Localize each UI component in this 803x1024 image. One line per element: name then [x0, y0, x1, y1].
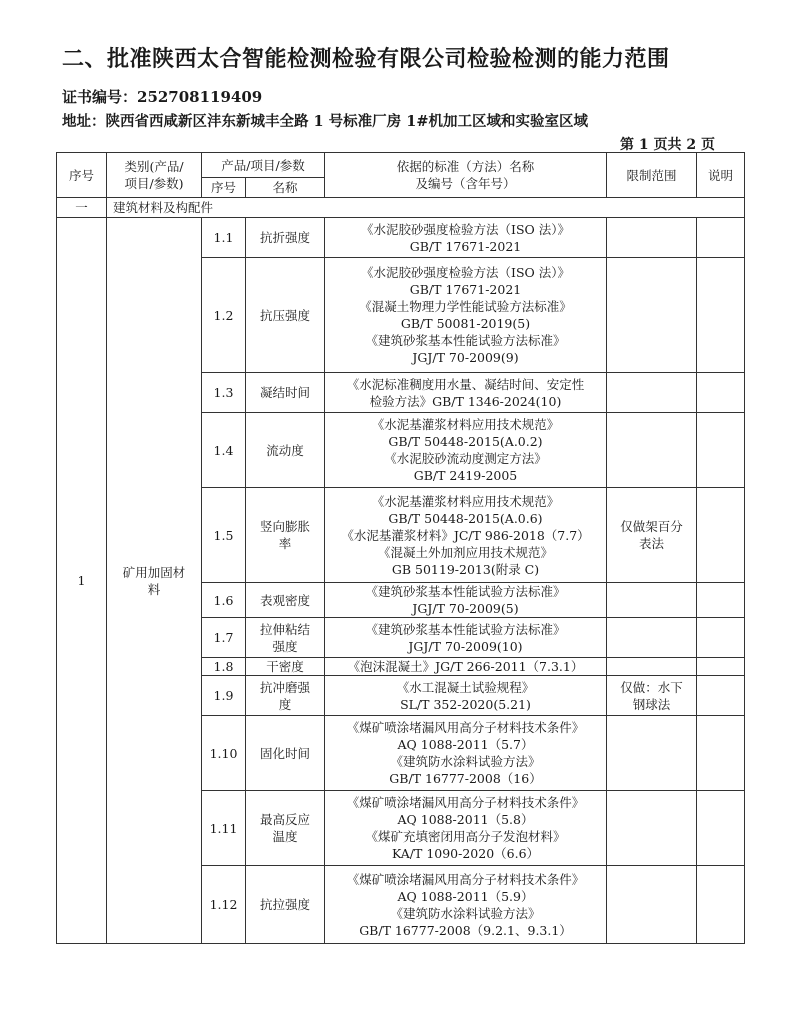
- item-limit: [607, 658, 697, 676]
- standard-line: KA/T 1090-2020（6.6）: [391, 846, 540, 861]
- section-number: 一: [57, 198, 107, 218]
- item-number: 1.11: [202, 791, 246, 866]
- item-name: 表观密度: [246, 583, 325, 618]
- item-number: 1.3: [202, 373, 246, 413]
- standard-line: 《泡沫混凝土》JG/T 266-2011（7.3.1）: [347, 659, 584, 674]
- standard-line: AQ 1088-2011（5.9）: [397, 888, 534, 904]
- item-limit: [607, 716, 697, 791]
- item-standard: [325, 791, 607, 866]
- item-note: [697, 218, 745, 258]
- standard-line: 《水工混凝土试验规程》: [396, 679, 535, 695]
- header-category: 类别(产品/ 项目/参数): [107, 153, 202, 198]
- item-note: [697, 658, 745, 676]
- standard-line: 《建筑砂浆基本性能试验方法标准》: [365, 584, 566, 599]
- item-name: 凝结时间: [246, 373, 325, 413]
- item-standard: [325, 866, 607, 944]
- item-number: 1.5: [202, 488, 246, 583]
- standard-line: 《建筑砂浆基本性能试验方法标准》: [365, 621, 566, 637]
- header-limit: 限制范围: [607, 153, 697, 198]
- standard-line: GB 50119-2013(附录 C): [391, 561, 540, 577]
- item-note: [697, 488, 745, 583]
- item-name: 抗冲磨强度: [246, 676, 325, 716]
- item-limit: [607, 791, 697, 866]
- item-number: 1.8: [202, 658, 246, 676]
- standard-line: GB/T 50448-2015(A.0.2): [388, 434, 543, 449]
- header-seq: 序号: [57, 153, 107, 198]
- item-standard: [325, 373, 607, 413]
- page-title: 二、批准陕西太合智能检测检验有限公司检验检测的能力范围: [62, 47, 670, 72]
- standard-line: GB/T 17671-2021: [409, 282, 522, 297]
- standard-line: 《建筑防水涂料试验方法》: [390, 905, 541, 921]
- standard-line: 《水泥胶砂强度检验方法（ISO 法）》: [361, 221, 570, 237]
- item-number: 1.12: [202, 866, 246, 944]
- item-name: 固化时间: [246, 716, 325, 791]
- item-note: [697, 413, 745, 488]
- standard-line: 《水泥基灌浆材料应用技术规范》: [371, 417, 560, 432]
- item-limit: [607, 583, 697, 618]
- standard-line: 《煤矿喷涂堵漏风用高分子材料技术条件》: [346, 871, 585, 887]
- item-standard: [325, 413, 607, 488]
- item-limit: [607, 258, 697, 373]
- item-limit: [607, 373, 697, 413]
- item-note: [697, 618, 745, 658]
- item-name: 抗拉强度: [246, 866, 325, 944]
- item-standard: [325, 583, 607, 618]
- standard-line: GB/T 50448-2015(A.0.6): [388, 510, 543, 526]
- item-number: 1.10: [202, 716, 246, 791]
- item-note: [697, 258, 745, 373]
- item-note: [697, 676, 745, 716]
- standard-line: 《水泥胶砂流动度测定方法》: [384, 451, 547, 466]
- item-limit: [607, 618, 697, 658]
- standard-line: GB/T 50081-2019(5): [400, 316, 531, 331]
- item-number: 1.2: [202, 258, 246, 373]
- item-note: [697, 716, 745, 791]
- item-standard: [325, 618, 607, 658]
- standard-line: 《混凝土外加剂应用技术规范》: [377, 544, 553, 560]
- item-name: 最高反应温度: [246, 791, 325, 866]
- item-note: [697, 791, 745, 866]
- item-name: 竖向膨胀率: [246, 488, 325, 583]
- standard-line: SL/T 352-2020(5.21): [400, 696, 531, 712]
- standard-line: JGJ/T 70-2009(5): [412, 601, 519, 616]
- item-number: 1.6: [202, 583, 246, 618]
- item-number: 1.9: [202, 676, 246, 716]
- standard-line: 《煤矿喷涂堵漏风用高分子材料技术条件》: [346, 795, 585, 810]
- item-standard: [325, 658, 607, 676]
- item-standard: [325, 218, 607, 258]
- standard-line: JGJ/T 70-2009(10): [408, 638, 523, 654]
- standard-line: 《混凝土物理力学性能试验方法标准》: [359, 299, 572, 314]
- item-number: 1.4: [202, 413, 246, 488]
- standard-line: AQ 1088-2011（5.7）: [397, 737, 534, 752]
- item-limit: 仅做架百分表法: [607, 488, 697, 583]
- standard-line: 《煤矿喷涂堵漏风用高分子材料技术条件》: [346, 720, 585, 735]
- standard-line: GB/T 2419-2005: [413, 468, 518, 483]
- header-product-group: 产品/项目/参数: [202, 153, 325, 178]
- page-indicator: 第 1 页共 2 页: [620, 137, 715, 153]
- standard-line: JGJ/T 70-2009(9): [412, 350, 519, 365]
- standard-line: 检验方法》GB/T 1346-2024(10): [369, 393, 562, 409]
- header-sub-seq: 序号: [202, 178, 246, 198]
- header-standard: 依据的标准（方法）名称 及编号（含年号）: [325, 153, 607, 198]
- item-standard: [325, 488, 607, 583]
- item-standard: [325, 716, 607, 791]
- item-limit: 仅做：水下钢球法: [607, 676, 697, 716]
- item-number: 1.1: [202, 218, 246, 258]
- standard-line: 《水泥胶砂强度检验方法（ISO 法）》: [361, 265, 570, 280]
- group-number: 1: [57, 218, 107, 944]
- item-name: 流动度: [246, 413, 325, 488]
- standard-line: 《建筑防水涂料试验方法》: [390, 754, 541, 769]
- item-limit: [607, 866, 697, 944]
- standard-line: 《水泥标准稠度用水量、凝结时间、安定性: [346, 376, 585, 392]
- capability-table: [56, 152, 745, 944]
- standard-line: GB/T 17671-2021: [409, 238, 522, 254]
- item-standard: [325, 676, 607, 716]
- standard-line: 《水泥基灌浆材料》JC/T 986-2018（7.7）: [341, 527, 590, 543]
- item-note: [697, 583, 745, 618]
- table-row: [57, 218, 745, 258]
- item-standard: [325, 258, 607, 373]
- standard-line: GB/T 16777-2008（16）: [389, 771, 542, 786]
- header-sub-name: 名称: [246, 178, 325, 198]
- item-name: 抗折强度: [246, 218, 325, 258]
- item-note: [697, 373, 745, 413]
- standard-line: 《煤矿充填密闭用高分子发泡材料》: [365, 829, 566, 844]
- item-note: [697, 866, 745, 944]
- standard-line: 《建筑砂浆基本性能试验方法标准》: [365, 333, 566, 348]
- address: 地址：陕西省西咸新区沣东新城丰全路 1 号标准厂房 1#机加工区域和实验室区域: [62, 113, 588, 130]
- item-limit: [607, 218, 697, 258]
- header-note: 说明: [697, 153, 745, 198]
- standard-line: GB/T 16777-2008（9.2.1、9.3.1）: [359, 922, 572, 938]
- standard-line: AQ 1088-2011（5.8）: [397, 812, 534, 827]
- item-name: 拉伸粘结强度: [246, 618, 325, 658]
- standard-line: 《水泥基灌浆材料应用技术规范》: [371, 493, 560, 509]
- item-name: 抗压强度: [246, 258, 325, 373]
- certificate-number: 证书编号：252708119409: [62, 88, 263, 106]
- section-name: 建筑材料及构配件: [107, 198, 745, 218]
- group-name: 矿用加固材料: [107, 218, 202, 944]
- item-number: 1.7: [202, 618, 246, 658]
- item-name: 干密度: [246, 658, 325, 676]
- item-limit: [607, 413, 697, 488]
